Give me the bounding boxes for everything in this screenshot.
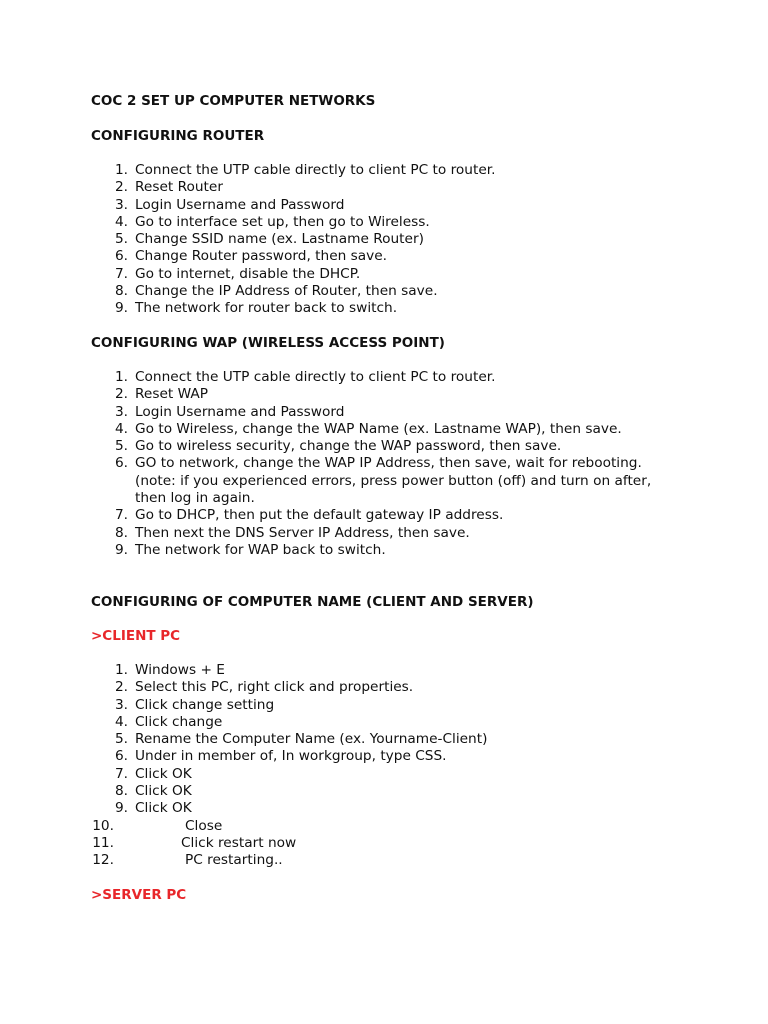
list-item: 6. Under in member of, In workgroup, type CSS. [114, 748, 447, 765]
list-item: 8. Then next the DNS Server IP Address, then save. [114, 524, 470, 541]
list-item: 3. Login Username and Password [114, 403, 345, 420]
list-item: 1. Connect the UTP cable directly to client PC to router. [114, 162, 496, 178]
subsection-title-client-pc: >CLIENT PC [91, 628, 181, 644]
list-item: 7. Go to DHCP, then put the default gateway IP address. [114, 507, 504, 524]
list-item: 2. Select this PC, right click and properties. [114, 679, 414, 696]
list-item: 4. Click change [114, 713, 223, 730]
section-title-computer-name: CONFIGURING OF COMPUTER NAME (CLIENT AND SERVER) [91, 594, 534, 610]
client-pc-steps-list [0, 662, 768, 870]
section-title-wap: CONFIGURING WAP (WIRELESS ACCESS POINT) [91, 335, 445, 351]
list-item: 5. Go to wireless security, change the WAP password, then save. [114, 438, 562, 455]
list-item: 9. The network for router back to switch. [114, 300, 398, 317]
list-item: 2. Reset Router [114, 179, 223, 196]
list-item: 4. Go to interface set up, then go to Wireless. [114, 213, 430, 230]
list-item: 6. GO to network, change the WAP IP Address, then save, wait for rebooting. (note: if you experienced errors, press power button (off) and turn on after, then log in again. [114, 455, 652, 507]
list-item: 3. Login Username and Password [114, 196, 345, 213]
subsection-title-server-pc: >SERVER PC [91, 887, 187, 903]
list-item: 4. Go to Wireless, change the WAP Name (ex. Lastname WAP), then save. [114, 420, 622, 437]
list-item: 7. Go to internet, disable the DHCP. [114, 265, 361, 282]
list-item: 3. Click change setting [114, 696, 275, 713]
wap-steps-list [0, 369, 768, 559]
section-title-router: CONFIGURING ROUTER [91, 128, 265, 144]
list-item: 8. Change the IP Address of Router, then save. [114, 283, 438, 300]
list-item: 9. The network for WAP back to switch. [114, 541, 386, 558]
list-item: 11. Click restart now [92, 834, 297, 851]
router-steps-list [0, 162, 768, 318]
list-item: 1. Windows + E [114, 662, 225, 678]
list-item: 10. Close [92, 817, 223, 834]
list-item: 6. Change Router password, then save. [114, 248, 388, 265]
list-item: 9. Click OK [114, 800, 192, 817]
list-item: 7. Click OK [114, 765, 192, 782]
list-item: 8. Click OK [114, 783, 192, 800]
list-item: 2. Reset WAP [114, 386, 208, 403]
list-item: 5. Rename the Computer Name (ex. Yourname-Client) [114, 731, 488, 748]
list-item: 12. PC restarting.. [92, 852, 283, 869]
list-item: 5. Change SSID name (ex. Lastname Router) [114, 231, 424, 248]
document-title: COC 2 SET UP COMPUTER NETWORKS [91, 93, 376, 109]
list-item: 1. Connect the UTP cable directly to client PC to router. [114, 369, 496, 385]
